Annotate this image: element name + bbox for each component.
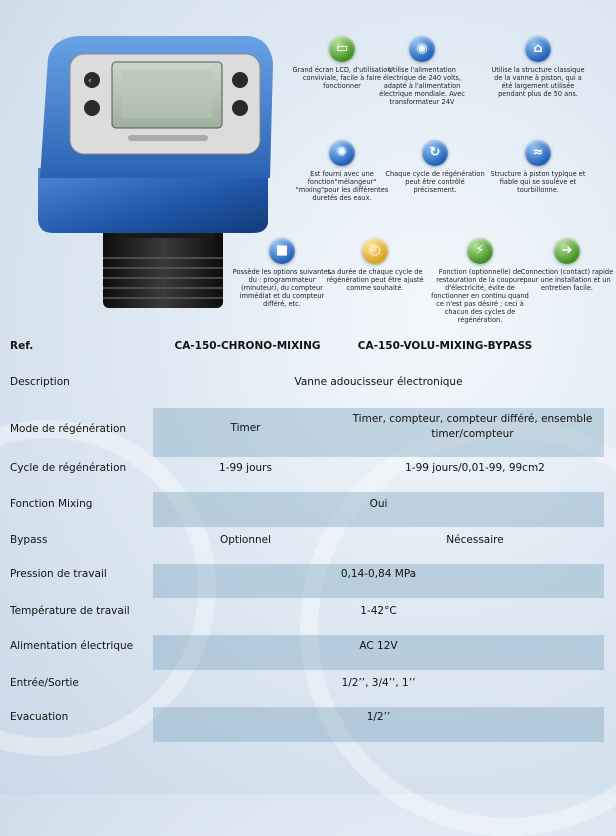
power-restore-icon: ⚡ xyxy=(467,238,493,264)
feature-item xyxy=(430,238,530,324)
row-value: Vanne adoucisseur électronique xyxy=(294,376,463,388)
table-row xyxy=(0,635,616,670)
row-label: Evacuation xyxy=(10,711,69,723)
house-icon: ⌂ xyxy=(525,36,551,62)
model-a-header: CA-150-CHRONO-MIXING xyxy=(174,340,321,352)
signal-icon: ◉ xyxy=(409,36,435,62)
feature-text: La durée de chaque cycle de régénération peut être ajusté comme souhaité. xyxy=(326,268,424,292)
feature-text: Utilise la structure classique de la vanne à piston, qui a été largement utilisée pendant plus de 50 ans. xyxy=(491,66,585,98)
table-row xyxy=(0,707,616,742)
svg-text:‹: ‹ xyxy=(88,76,92,86)
row-value-a: Timer xyxy=(230,422,261,434)
table-row xyxy=(0,459,616,479)
feature-item xyxy=(488,36,588,98)
row-value: 1/2’’ xyxy=(366,711,391,723)
row-label: Alimentation électrique xyxy=(10,640,134,652)
feature-item xyxy=(325,238,425,292)
row-label: Mode de régénération xyxy=(10,423,127,435)
row-value: Oui xyxy=(369,498,388,510)
refresh-icon: ↻ xyxy=(422,140,448,166)
feature-text: Grand écran LCD, d'utilisation conviviale, facile à faire fonctionner xyxy=(292,66,392,90)
feature-text: Connection (contact) rapide pour une installation et un entretien facile. xyxy=(520,268,614,292)
row-value: AC 12V xyxy=(359,640,398,652)
row-label: Bypass xyxy=(10,534,48,546)
feature-text: Chaque cycle de régénération peut être contrôlé précisement. xyxy=(385,170,485,194)
background-swirl xyxy=(300,420,616,836)
clock-icon: ◴ xyxy=(362,238,388,264)
table-row xyxy=(0,531,616,551)
feature-item xyxy=(517,238,616,292)
table-row xyxy=(0,373,616,393)
feature-text: Utilise l'alimentation électrique de 240 volts, adapté à l'alimentation électrique mondiale. Avec transformateur 24V xyxy=(379,66,465,106)
model-b-header: CA-150-VOLU-MIXING-BYPASS xyxy=(357,340,533,352)
row-value: 1/2’’, 3/4’’, 1’’ xyxy=(341,677,416,689)
row-value-a: Optionnel xyxy=(219,534,272,546)
row-label: Température de travail xyxy=(10,605,130,617)
table-header-row xyxy=(0,335,616,359)
row-value-b: 1-99 jours/0,01-99, 99cm2 xyxy=(405,462,545,474)
mixing-icon: ✺ xyxy=(329,140,355,166)
row-label: Description xyxy=(10,376,70,388)
feature-text: Est fourni avec une fonction"mélangeur" "mixing"pour les différentes duretés des eaux. xyxy=(295,170,389,202)
feature-item xyxy=(372,36,472,106)
row-value-b: Timer, compteur, compteur différé, ensemble timer/compteur xyxy=(352,413,593,440)
feature-text: Possède les options suivantes du : programmateur (minuteur), du compteur immédiat et du compteur différé, etc. xyxy=(232,268,332,308)
row-value-b: Nécessaire xyxy=(446,534,504,546)
feature-item xyxy=(232,238,332,308)
row-value: 0,14-0,84 MPa xyxy=(340,568,417,580)
row-label: Cycle de régénération xyxy=(10,462,127,474)
ref-label: Ref. xyxy=(10,340,34,352)
table-row xyxy=(0,674,616,694)
row-value: 1-42°C xyxy=(360,605,397,617)
table-row xyxy=(0,564,616,598)
table-row xyxy=(0,408,616,457)
feature-text: Fonction (optionnelle) de restauration de la coupure d'électricité, évite de fonctionner en continu quand ce n'est pas désiré ; ceci à chacun des cycles de régénération. xyxy=(431,268,529,324)
lock-icon: ■ xyxy=(269,238,295,264)
feature-item xyxy=(292,140,392,202)
arrow-right-icon: ➜ xyxy=(554,238,580,264)
row-label: Entrée/Sortie xyxy=(10,677,79,689)
feature-text: Structure à piston typique et fiable qui se soulève et tourbillonne. xyxy=(490,170,586,194)
feature-item xyxy=(385,140,485,194)
feature-item xyxy=(488,140,588,194)
row-label: Pression de travail xyxy=(10,568,107,580)
table-row xyxy=(0,492,616,527)
piston-icon: ≈ xyxy=(525,140,551,166)
row-label: Fonction Mixing xyxy=(10,498,93,510)
row-value-a: 1-99 jours xyxy=(219,462,272,474)
monitor-icon: ▭ xyxy=(329,36,355,62)
table-row xyxy=(0,602,616,622)
